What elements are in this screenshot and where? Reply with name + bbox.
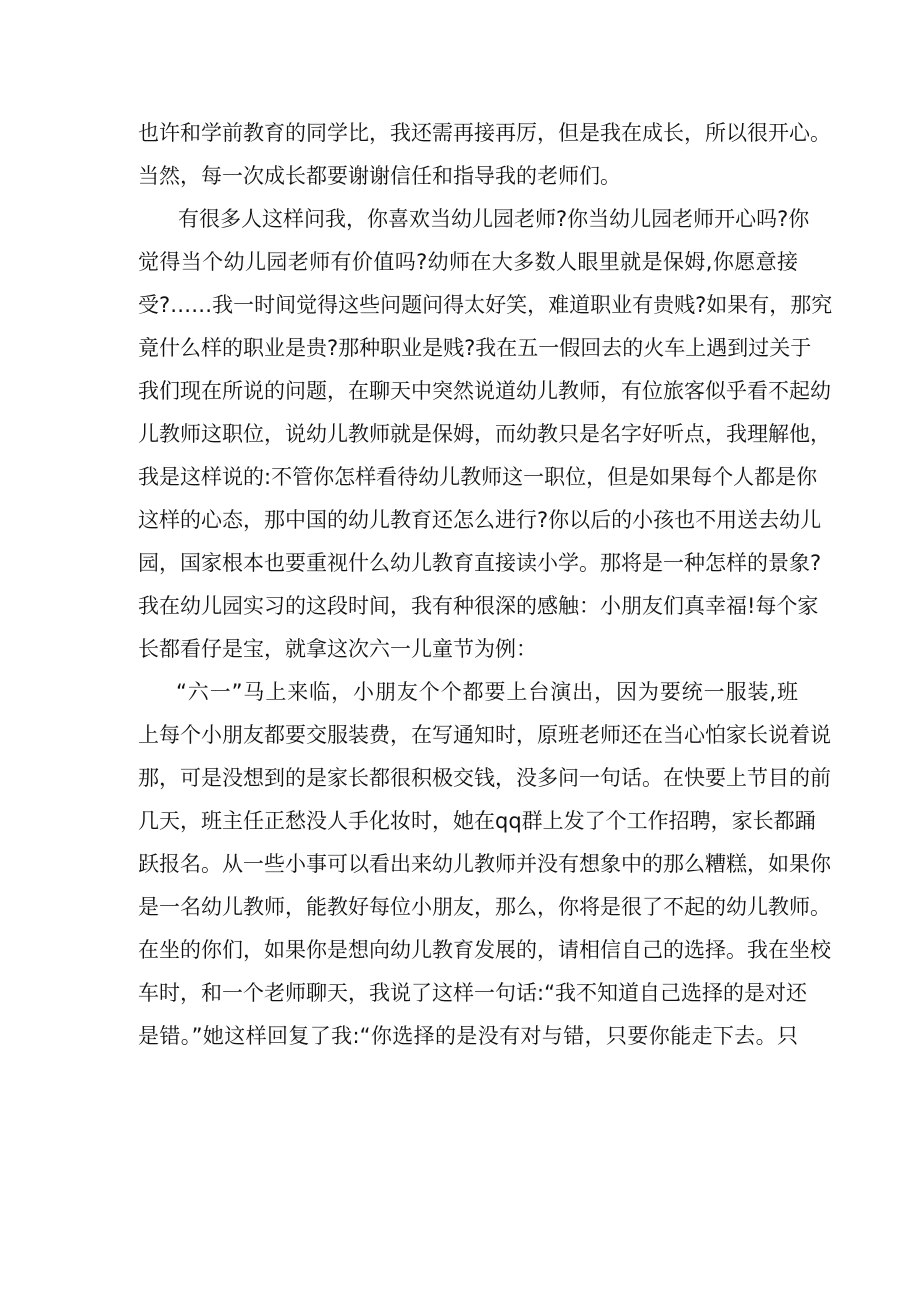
text-line: 那，可是没想到的是家长都很积极交钱，没多问一句话。在快要上节目的前	[138, 766, 831, 790]
text-line: 上每个小朋友都要交服装费，在写通知时，原班老师还在当心怕家长说着说	[138, 723, 831, 747]
text-line: 在坐的你们，如果你是想向幼儿教育发展的，请相信自己的选择。我在坐校	[138, 938, 831, 962]
paragraph-first-line: 有很多人这样问我，你喜欢当幼儿园老师?你当幼儿园老师开心吗?你	[178, 207, 810, 231]
text-line: 我们现在所说的问题，在聊天中突然说道幼儿教师，有位旅客似乎看不起幼	[138, 379, 831, 403]
text-line: 车时，和一个老师聊天，我说了这样一句话:“我不知道自己选择的是对还	[138, 981, 807, 1005]
paragraph-first-line: “六一”马上来临，小朋友个个都要上台演出，因为要统一服装,班	[176, 680, 798, 704]
text-line: 几天，班主任正愁没人手化妆时，她在qq群上发了个工作招聘，家长都踊	[138, 809, 816, 833]
text-line: 园，国家根本也要重视什么幼儿教育直接读小学。那将是一种怎样的景象?	[138, 551, 822, 575]
text-line: 儿教师这职位，说幼儿教师就是保姆，而幼教只是名字好听点，我理解他，	[138, 422, 831, 446]
text-line: 跃报名。从一些小事可以看出来幼儿教师并没有想象中的那么糟糕，如果你	[138, 852, 831, 876]
text-line: 我是这样说的:不管你怎样看待幼儿教师这一职位，但是如果每个人都是你	[138, 465, 818, 489]
text-line: 竟什么样的职业是贵?那种职业是贱?我在五一假回去的火车上遇到过关于	[138, 336, 812, 360]
text-line: 受?……我一时间觉得这些问题问得太好笑，难道职业有贵贱?如果有，那究	[138, 293, 833, 317]
text-line: 当然，每一次成长都要谢谢信任和指导我的老师们。	[138, 164, 621, 188]
body-text	[138, 112, 833, 1058]
text-line: 这样的心态，那中国的幼儿教育还怎么进行?你以后的小孩也不用送去幼儿	[138, 508, 822, 532]
text-line: 是一名幼儿教师，能教好每位小朋友，那么，你将是很了不起的幼儿教师。	[138, 895, 831, 919]
text-line: 觉得当个幼儿园老师有价值吗?幼师在大多数人眼里就是保姆,你愿意接	[138, 250, 798, 274]
text-line: 是错。”她这样回复了我:“你选择的是没有对与错，只要你能走下去。只	[138, 1024, 798, 1048]
text-line: 也许和学前教育的同学比，我还需再接再厉，但是我在成长，所以很开心。	[138, 121, 831, 145]
text-line: 长都看仔是宝，就拿这次六一儿童节为例：	[138, 637, 537, 661]
text-line: 我在幼儿园实习的这段时间，我有种很深的感触：小朋友们真幸福!每个家	[138, 594, 819, 618]
